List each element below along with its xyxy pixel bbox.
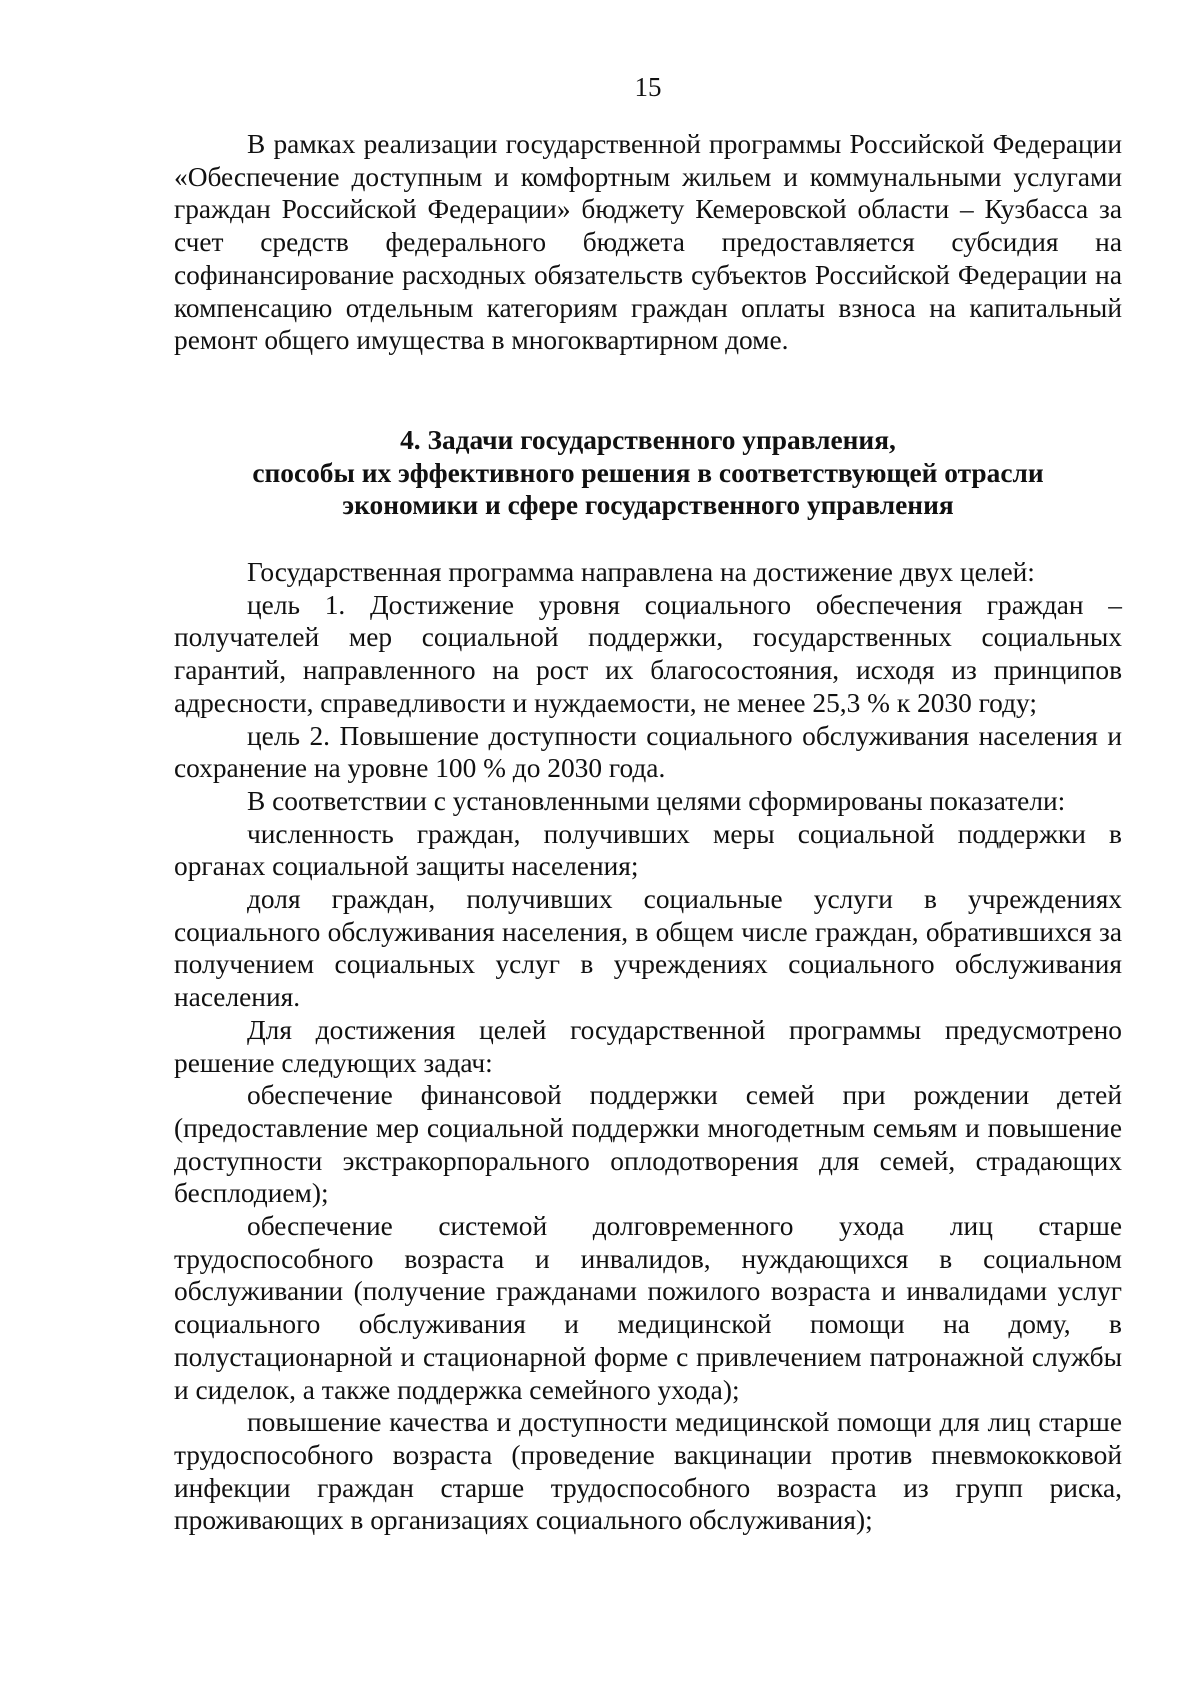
paragraph: обеспечение финансовой поддержки семей при рождении детей (предоставление мер социальной поддержки многодетным семьям и повышение доступности экстракорпорального оплодотворения для семей, страдающих бесплодием); — [174, 1080, 1122, 1209]
paragraph: Государственная программа направлена на достижение двух целей: — [247, 557, 1035, 587]
paragraph: численность граждан, получивших меры социальной поддержки в органах социальной защиты населения; — [174, 818, 1122, 882]
section-heading-line: экономики и сфере государственного управления — [342, 490, 954, 521]
paragraph: обеспечение системой долговременного ухода лиц старше трудоспособного возраста и инвалидов, нуждающихся в социальном обслуживании (получение гражданами пожилого возраста и инвалидами услуг социального обслуживания и медицинской помощи на дому, в полустационарной и стационарной форме с привлечением патронажной службы и сиделок, а также поддержка семейного ухода); — [174, 1211, 1122, 1405]
section-heading-line: способы их эффективного решения в соответствующей отрасли — [252, 457, 1044, 488]
section-heading-line: 4. Задачи государственного управления, — [400, 425, 896, 455]
paragraph: доля граждан, получивших социальные услуги в учреждениях социального обслуживания населения, в общем числе граждан, обратившихся за получением социальных услуг в учреждениях социального обслуживания населения. — [174, 884, 1122, 1013]
page-number: 15 — [634, 72, 662, 102]
paragraph: Для достижения целей государственной программы предусмотрено решение следующих задач: — [174, 1014, 1122, 1078]
section-body — [174, 556, 1122, 1537]
section-heading — [174, 424, 1122, 522]
intro-section — [174, 128, 1122, 357]
paragraph: цель 1. Достижение уровня социального обеспечения граждан – получателей мер социальной поддержки, государственных социальных гарантий, направленного на рост их благосостояния, исходя из принципов адресности, справедливости и нуждаемости, не менее 25,3 % к 2030 году; — [174, 589, 1122, 718]
paragraph: В рамках реализации государственной программы Российской Федерации «Обеспечение доступным и комфортным жильем и коммунальными услугами граждан Российской Федерации» бюджету Кемеровской области – Кузбасса за счет средств федерального бюджета предоставляется субсидия на софинансирование расходных обязательств субъектов Российской Федерации на компенсацию отдельным категориям граждан оплаты взноса на капитальный ремонт общего имущества в многоквартирном доме. — [174, 129, 1122, 356]
paragraph: В соответствии с установленными целями сформированы показатели: — [247, 785, 1066, 816]
paragraph: повышение качества и доступности медицинской помощи для лиц старше трудоспособного возраста (проведение вакцинации против пневмококковой инфекции граждан старше трудоспособного возраста из групп риска, проживающих в организациях социального обслуживания); — [174, 1407, 1122, 1536]
paragraph: цель 2. Повышение доступности социального обслуживания населения и сохранение на уровне 100 % до 2030 года. — [174, 720, 1122, 784]
